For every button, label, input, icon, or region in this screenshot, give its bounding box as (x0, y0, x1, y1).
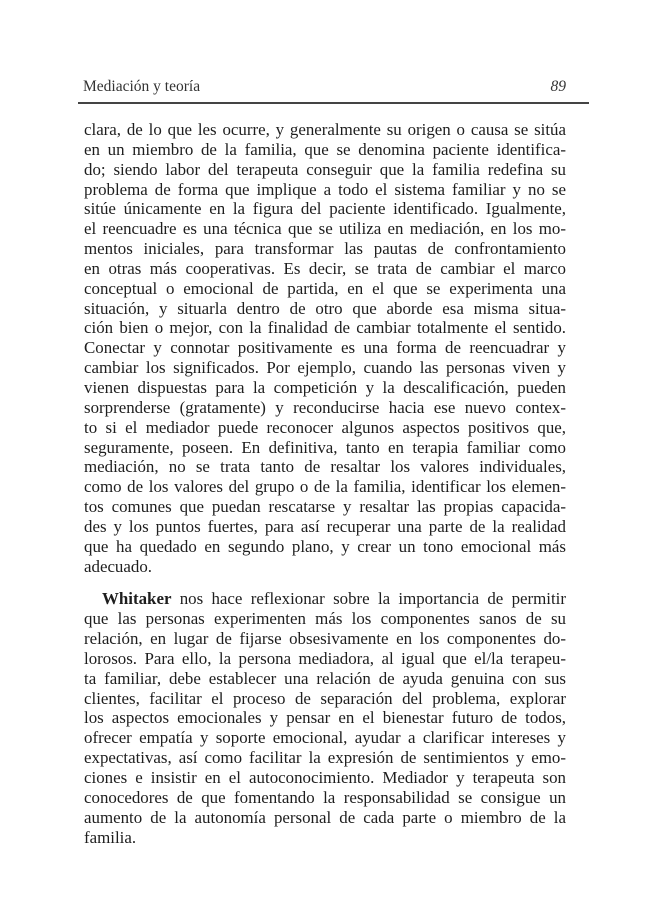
running-title: Mediación y teoría (83, 78, 201, 95)
text-line: conceptual o emocional de partida, en el que se experimenta una (84, 278, 566, 298)
text-line-rest: nos hace reflexionar sobre la importancia de permitir (179, 589, 566, 609)
text-line: ta familiar, debe establecer una relación de ayuda genuina con sus (84, 668, 566, 688)
text-line: conocedores de que fomentando la responsabilidad se consigue un (84, 787, 566, 807)
text-line: seguramente, poseen. En definitiva, tanto en terapia familiar como (84, 437, 566, 457)
text-line (84, 589, 566, 609)
text-line: tos comunes que puedan rescatarse y resaltar las propias capacida- (84, 497, 566, 517)
text-line: to si el mediador puede reconocer algunos aspectos positivos que, (84, 417, 566, 437)
text-line: expectativas, así como facilitar la expresión de sentimientos y emo- (84, 748, 566, 768)
text-line: relación, en lugar de fijarse obsesivamente en los componentes do- (84, 629, 566, 649)
text-line: los aspectos emocionales y pensar en el bienestar futuro de todos, (84, 708, 566, 728)
text-line: mentos iniciales, para transformar las pautas de confrontamiento (84, 239, 566, 259)
text-line: en otras más cooperativas. Es decir, se trata de cambiar el marco (84, 258, 566, 278)
paragraph-2 (84, 589, 566, 847)
text-line: como de los valores del grupo o de la familia, identificar los elemen- (84, 477, 566, 497)
text-line: sorprenderse (gratamente) y reconducirse hacia ese nuevo contex- (84, 397, 566, 417)
text-line: ofrecer empatía y soporte emocional, ayudar a clarificar intereses y (84, 728, 566, 748)
text-line: ción bien o mejor, con la finalidad de cambiar totalmente el sentido. (84, 318, 566, 338)
text-line: mediación, no se trata tanto de resaltar los valores individuales, (84, 457, 566, 477)
text-line: situación, y situarla dentro de otro que aborde esa misma situa- (84, 298, 566, 318)
page-body (84, 120, 566, 847)
text-line: des y los puntos fuertes, para así recuperar una parte de la realidad (84, 516, 566, 536)
text-line: problema de forma que implique a todo el sistema familiar y no se (84, 179, 566, 199)
text-line: el reencuadre es una técnica que se utiliza en mediación, en los mo- (84, 219, 566, 239)
text-line: en un miembro de la familia, que se denomina paciente identifica- (84, 139, 566, 159)
text-line: do; siendo labor del terapeuta conseguir que la familia redefina su (84, 159, 566, 179)
author-name: Whitaker (102, 589, 172, 609)
running-header (83, 78, 566, 98)
text-line: lorosos. Para ello, la persona mediadora, al igual que el/la terapeu- (84, 648, 566, 668)
header-rule (78, 102, 589, 104)
text-line: clara, de lo que les ocurre, y generalmente su origen o causa se sitúa (84, 120, 566, 139)
text-line: familia. (84, 827, 137, 847)
text-line: que las personas experimenten más los componentes sanos de su (84, 609, 566, 629)
text-line: que ha quedado en segundo plano, y crear un tono emocional más (84, 536, 566, 556)
text-line: adecuado. (84, 556, 152, 576)
text-line: Conectar y connotar positivamente es una forma de reencuadrar y (84, 338, 566, 358)
paragraph-1 (84, 120, 566, 576)
page-number: 89 (550, 78, 566, 95)
text-line: vienen dispuestas para la competición y la descalificación, pueden (84, 377, 566, 397)
text-line: cambiar los significados. Por ejemplo, cuando las personas viven y (84, 358, 566, 378)
text-line: ciones e insistir en el autoconocimiento. Mediador y terapeuta son (84, 768, 566, 787)
text-line: clientes, facilitar el proceso de separación del problema, explorar (84, 688, 566, 708)
text-line: aumento de la autonomía personal de cada parte o miembro de la (84, 807, 566, 827)
text-line: sitúe únicamente en la figura del paciente identificado. Igualmente, (84, 199, 566, 219)
